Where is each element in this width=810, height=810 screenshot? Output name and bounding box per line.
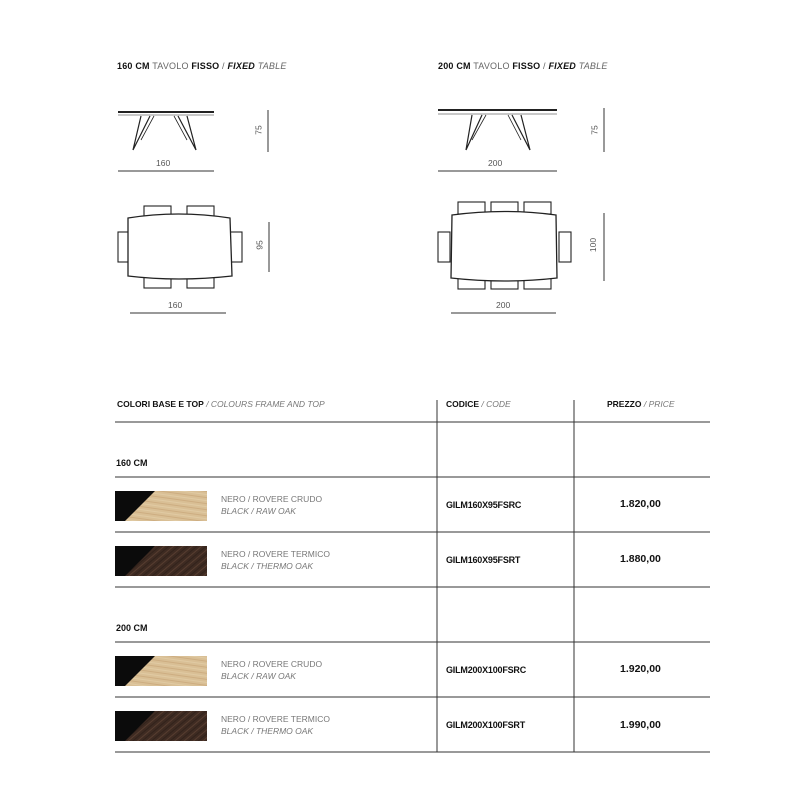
header-price (607, 399, 675, 409)
product-code: GILM160X95FSRC (446, 500, 522, 510)
dim-side-height-200: 75 (589, 125, 600, 135)
product-code: GILM160X95FSRT (446, 555, 521, 565)
diagram-title-200 (438, 61, 608, 71)
dim-top-width-200: 200 (496, 300, 511, 310)
dim-side-width-160: 160 (156, 158, 171, 168)
header-colours (117, 399, 325, 409)
row-description (221, 713, 330, 737)
diagram-title-160 (117, 61, 287, 71)
header-code-it: CODICE (446, 399, 480, 409)
title-it-bold: FISSO (191, 61, 220, 71)
product-price: 1.990,00 (620, 719, 661, 731)
product-code: GILM200X100FSRC (446, 665, 527, 675)
row-description (221, 658, 322, 682)
title-sep: / (540, 61, 549, 71)
section-label-200: 200 CM (116, 623, 148, 633)
product-price: 1.820,00 (620, 498, 661, 510)
header-code (446, 399, 511, 409)
title-it: TAVOLO (473, 61, 510, 71)
colour-name-en: BLACK / THERMO OAK (221, 726, 314, 736)
title-en-bold: FIXED (227, 61, 255, 71)
colour-name-it: NERO / ROVERE CRUDO (221, 659, 323, 669)
header-colours-it: COLORI BASE E TOP (117, 399, 204, 409)
dim-top-width-160: 160 (168, 300, 183, 310)
title-en: TABLE (578, 61, 608, 71)
colour-name-en: BLACK / RAW OAK (221, 506, 296, 516)
product-code: GILM200X100FSRT (446, 720, 526, 730)
header-code-en: / CODE (479, 399, 511, 409)
swatch-thermo-oak-200 (115, 711, 207, 741)
title-en-bold: FIXED (548, 61, 576, 71)
top-view-200 (438, 202, 571, 289)
side-view-200 (438, 110, 557, 150)
header-colours-en: / COLOURS FRAME AND TOP (203, 399, 325, 409)
side-view-160 (118, 112, 214, 150)
dim-side-width-200: 200 (488, 158, 503, 168)
title-size: 200 CM (438, 61, 471, 71)
top-view-160 (118, 206, 242, 288)
colour-name-en: BLACK / THERMO OAK (221, 561, 314, 571)
swatch-thermo-oak-160 (115, 546, 207, 576)
product-price: 1.880,00 (620, 553, 661, 565)
title-it-bold: FISSO (512, 61, 541, 71)
colour-name-it: NERO / ROVERE TERMICO (221, 549, 330, 559)
title-en: TABLE (257, 61, 287, 71)
header-price-it: PREZZO (607, 399, 642, 409)
section-label-160: 160 CM (116, 458, 148, 468)
title-sep: / (219, 61, 228, 71)
title-it: TAVOLO (152, 61, 189, 71)
header-price-en: / PRICE (641, 399, 675, 409)
swatch-raw-oak-200 (115, 656, 207, 686)
dim-side-height-160: 75 (253, 125, 264, 135)
colour-name-it: NERO / ROVERE CRUDO (221, 494, 323, 504)
title-size: 160 CM (117, 61, 150, 71)
swatch-raw-oak-160 (115, 491, 207, 521)
row-description (221, 548, 330, 572)
dim-top-depth-200: 100 (588, 237, 599, 253)
row-description (221, 493, 322, 517)
colour-name-en: BLACK / RAW OAK (221, 671, 296, 681)
dim-top-depth-160: 95 (254, 240, 265, 250)
colour-name-it: NERO / ROVERE TERMICO (221, 714, 330, 724)
product-price: 1.920,00 (620, 663, 661, 675)
